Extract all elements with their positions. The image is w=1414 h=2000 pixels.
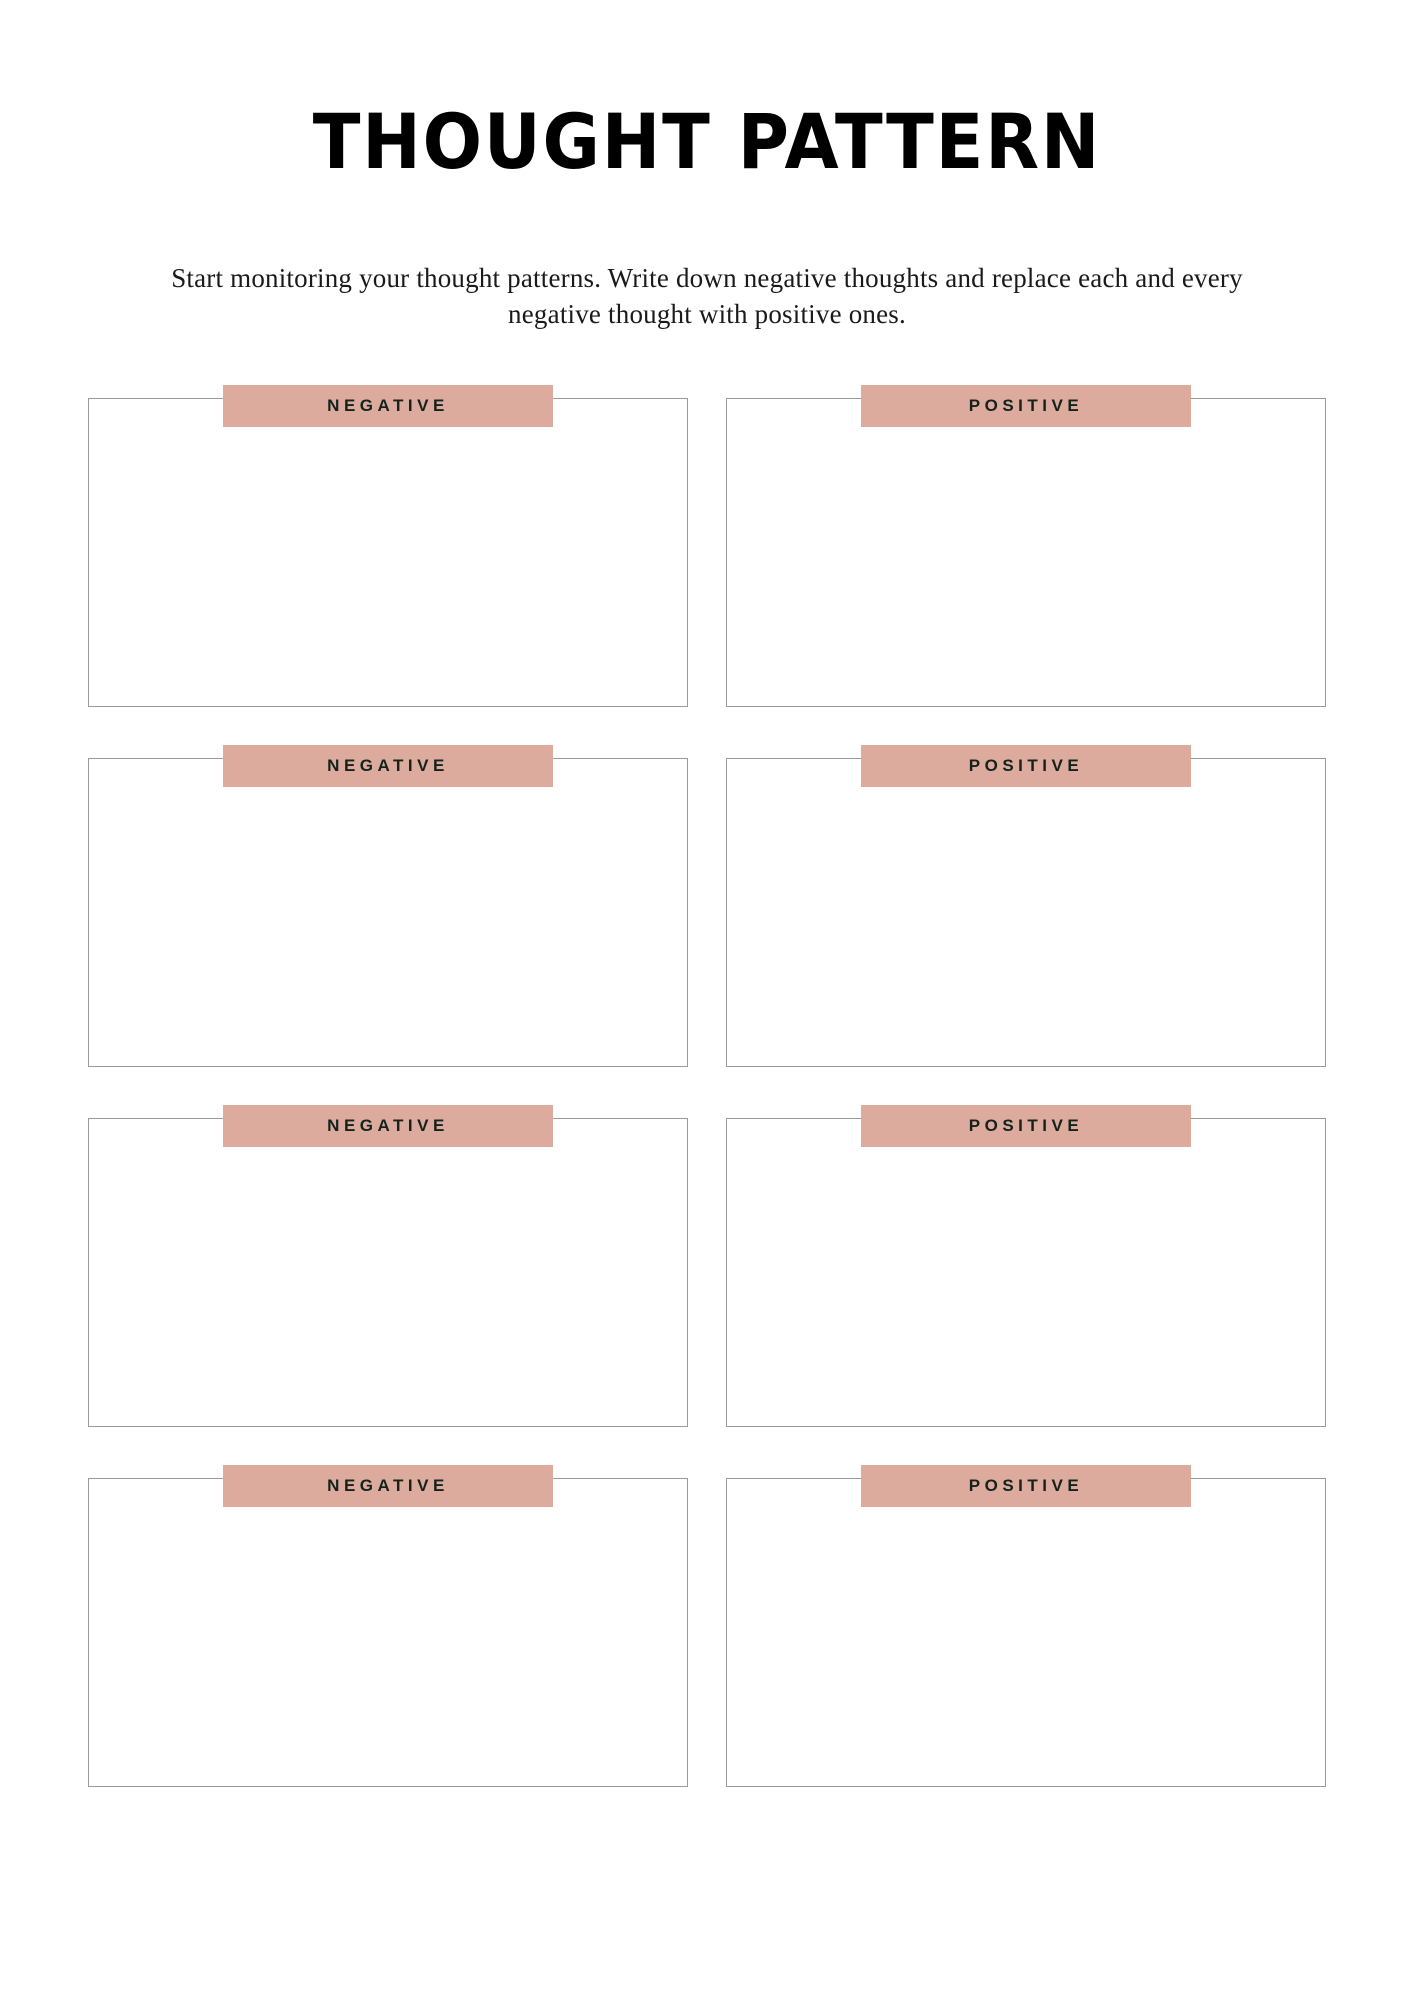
positive-writing-area-3[interactable] (727, 1161, 1325, 1426)
negative-cell-4 (88, 1465, 688, 1787)
negative-writing-area-4[interactable] (89, 1521, 687, 1786)
thought-row (88, 1105, 1326, 1427)
negative-cell-3 (88, 1105, 688, 1427)
positive-label-1: POSITIVE (861, 385, 1191, 427)
positive-writing-area-1[interactable] (727, 441, 1325, 706)
negative-writing-area-1[interactable] (89, 441, 687, 706)
positive-writing-area-4[interactable] (727, 1521, 1325, 1786)
intro-paragraph: Start monitoring your thought patterns. Write down negative thoughts and replace each and every negative thought with positive ones. (171, 263, 1243, 330)
thought-grid (88, 385, 1326, 1787)
positive-label-4: POSITIVE (861, 1465, 1191, 1507)
page-title: THOUGHT PATTERN (312, 97, 1102, 186)
positive-cell-4 (726, 1465, 1326, 1787)
negative-cell-2 (88, 745, 688, 1067)
negative-label-1: NEGATIVE (223, 385, 553, 427)
positive-cell-3 (726, 1105, 1326, 1427)
positive-label-2: POSITIVE (861, 745, 1191, 787)
positive-writing-area-2[interactable] (727, 801, 1325, 1066)
positive-label-3: POSITIVE (861, 1105, 1191, 1147)
thought-row (88, 1465, 1326, 1787)
thought-row (88, 385, 1326, 707)
negative-label-3: NEGATIVE (223, 1105, 553, 1147)
negative-label-2: NEGATIVE (223, 745, 553, 787)
thought-row (88, 745, 1326, 1067)
negative-writing-area-2[interactable] (89, 801, 687, 1066)
negative-cell-1 (88, 385, 688, 707)
positive-cell-2 (726, 745, 1326, 1067)
negative-label-4: NEGATIVE (223, 1465, 553, 1507)
negative-writing-area-3[interactable] (89, 1161, 687, 1426)
positive-cell-1 (726, 385, 1326, 707)
